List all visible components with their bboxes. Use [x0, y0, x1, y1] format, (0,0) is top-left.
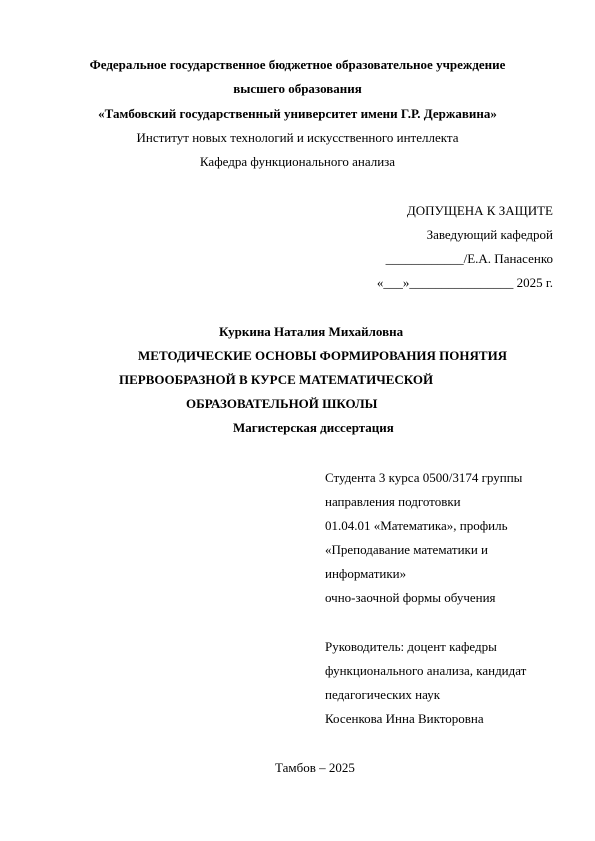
header-line-ministry: Федеральное государственное бюджетное образовательное учреждение	[89, 57, 506, 72]
supervisor-line: Руководитель: доцент кафедры	[325, 639, 497, 654]
approval-position: Заведующий кафедрой	[426, 227, 553, 242]
thesis-title-line-3: ОБРАЗОВАТЕЛЬНОЙ ШКОЛЫ	[186, 396, 378, 411]
header-line-institute: Институт новых технологий и искусственного интеллекта	[136, 130, 459, 145]
city-year: Тамбов – 2025	[275, 760, 355, 775]
header-line-department: Кафедра функционального анализа	[199, 154, 396, 169]
thesis-title-line-1: МЕТОДИЧЕСКИЕ ОСНОВЫ ФОРМИРОВАНИЯ ПОНЯТИЯ	[138, 348, 508, 363]
supervisor-line: педагогических наук	[325, 687, 441, 702]
student-line: направления подготовки	[325, 494, 461, 509]
approval-signature: ____________/Е.А. Панасенко	[385, 251, 553, 266]
supervisor-line: функционального анализа, кандидат	[325, 663, 527, 678]
author-name: Куркина Наталия Михайловна	[219, 324, 404, 339]
supervisor-line: Косенкова Инна Викторовна	[325, 711, 484, 726]
header-line-education-level: высшего образования	[233, 81, 362, 96]
approval-date: «___»________________ 2025 г.	[376, 275, 553, 290]
student-line: информатики»	[325, 566, 407, 581]
thesis-type: Магистерская диссертация	[233, 420, 394, 435]
student-line: Студента 3 курса 0500/3174 группы	[325, 470, 523, 485]
student-line: 01.04.01 «Математика», профиль	[325, 518, 508, 533]
student-line: «Преподавание математики и	[325, 542, 489, 557]
student-line: очно-заочной формы обучения	[325, 590, 496, 605]
approval-title: ДОПУЩЕНА К ЗАЩИТЕ	[406, 203, 553, 218]
header-line-university: «Тамбовский государственный университет имени Г.Р. Державина»	[98, 106, 497, 121]
thesis-title-line-2: ПЕРВООБРАЗНОЙ В КУРСЕ МАТЕМАТИЧЕСКОЙ	[119, 372, 434, 387]
